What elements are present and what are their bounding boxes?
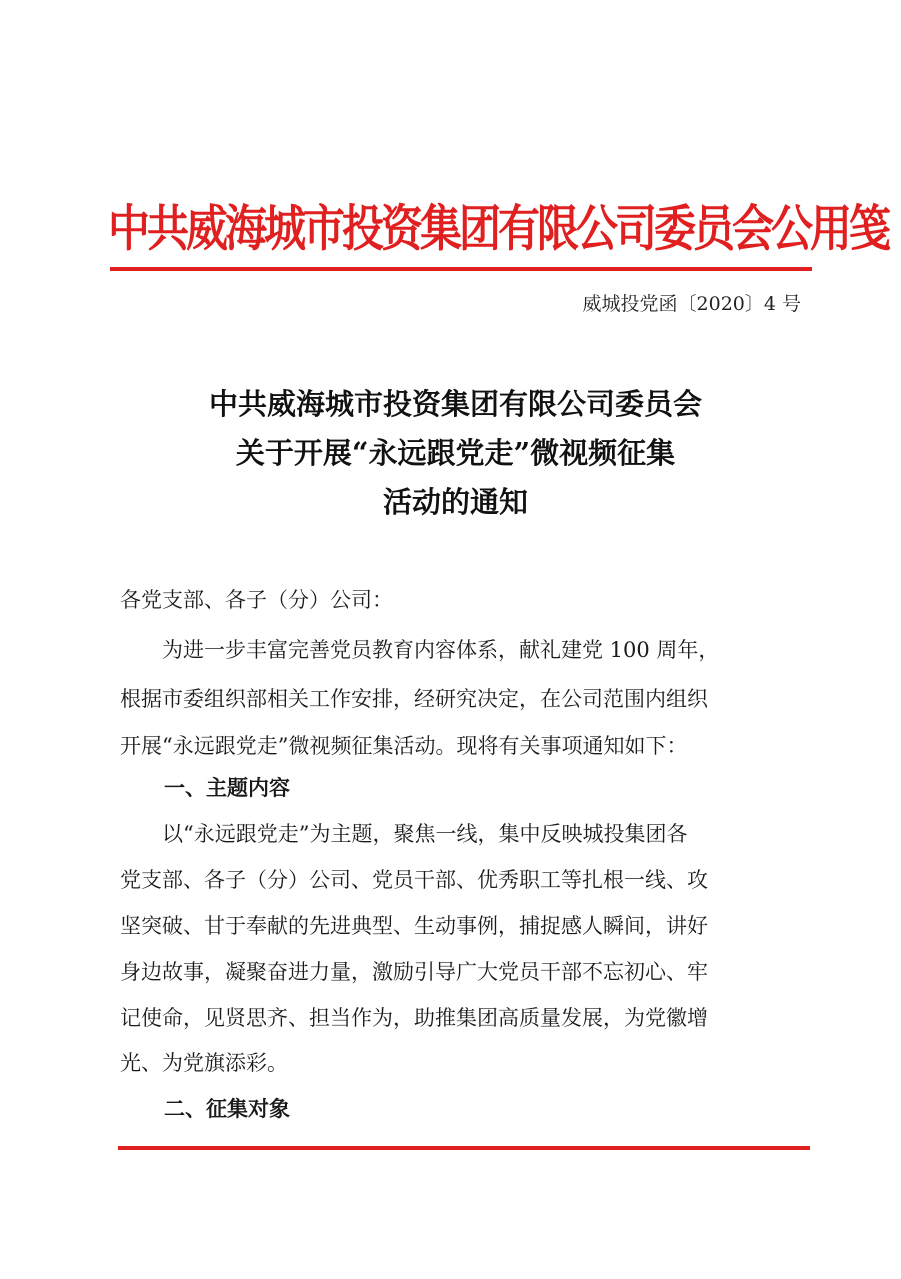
- intro-line-1: 为进一步丰富完善党员教育内容体系，献礼建党 100 周年，: [162, 638, 720, 662]
- section-1-line-4: 身边故事，凝聚奋进力量，激励引导广大党员干部不忘初心、牢: [120, 960, 708, 984]
- section-1-line-1: 以“永远跟党走”为主题，聚焦一线，集中反映城投集团各: [162, 822, 688, 846]
- section-1-line-6: 光、为党旗添彩。: [120, 1051, 288, 1075]
- intro-line-3: 开展“永远跟党走”微视频征集活动。现将有关事项通知如下：: [120, 734, 688, 758]
- title-line-3: 活动的通知: [382, 485, 528, 519]
- section-2-heading: 二、征集对象: [164, 1097, 290, 1121]
- section-1-line-5: 记使命，见贤思齐、担当作为，助推集团高质量发展，为党徽增: [120, 1006, 708, 1030]
- footer-red-rule: [118, 1146, 810, 1150]
- section-1-line-2: 党支部、各子（分）公司、党员干部、优秀职工等扎根一线、攻: [120, 868, 708, 892]
- intro-line-2: 根据市委组织部相关工作安排，经研究决定，在公司范围内组织: [120, 687, 708, 711]
- notice-title: [100, 380, 811, 527]
- document-number: 威城投党函〔2020〕4 号: [582, 293, 801, 315]
- title-line-1: 中共威海城市投资集团有限公司委员会: [208, 387, 702, 421]
- letterhead-title: 中共威海城市投资集团有限公司委员会公用笺: [108, 199, 889, 258]
- section-1-heading: 一、主题内容: [164, 776, 290, 800]
- salutation: 各党支部、各子（分）公司：: [120, 588, 393, 612]
- section-1-line-3: 坚突破、甘于奉献的先进典型、生动事例，捕捉感人瞬间，讲好: [120, 914, 708, 938]
- letterhead-red-rule: [110, 267, 812, 271]
- title-line-2: 关于开展“永远跟党走”微视频征集: [235, 436, 676, 470]
